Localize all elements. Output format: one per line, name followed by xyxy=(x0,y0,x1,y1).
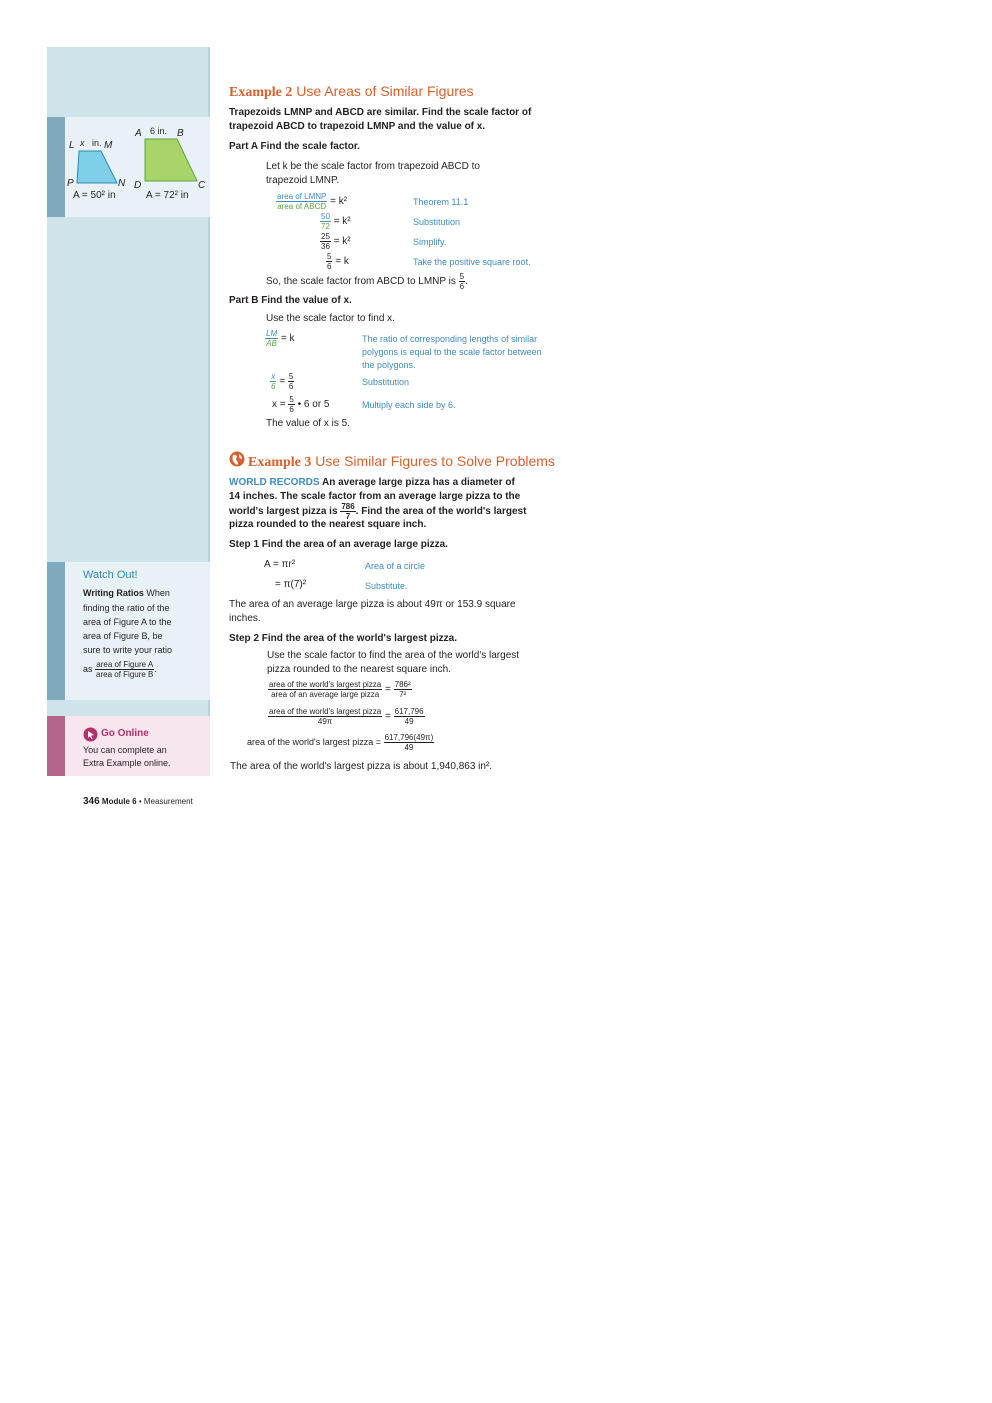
example2-title: Use Areas of Similar Figures xyxy=(292,83,474,99)
step-a1-eq xyxy=(276,192,347,211)
step-a3-frac xyxy=(320,232,331,251)
area-avg-line1: The area of an average large pizza is about 49π or 153.9 square xyxy=(229,599,516,610)
label-in: in. xyxy=(92,138,102,148)
step-b1-note2: polygons is equal to the scale factor between xyxy=(362,347,542,357)
trapezoid-lmnp xyxy=(77,151,117,183)
ratio-eq1-rhs-den: 7² xyxy=(399,690,407,699)
step-b2-rhs-frac xyxy=(288,372,294,391)
go-online-accent xyxy=(47,716,65,776)
scale-factor-conclusion: So, the scale factor from ABCD to LMNP is $\frac{5}{6}$ . xyxy=(266,272,468,291)
figure-box-accent xyxy=(47,117,65,217)
step-b2-note: Substitution xyxy=(362,377,410,387)
use-scale-line1: Use the scale factor to find the area of the world's largest xyxy=(267,650,520,661)
step-b3-note: Multiply each side by 6. xyxy=(362,400,456,410)
ratio-eq1-rhs xyxy=(394,680,412,699)
step-a2-den: 72 xyxy=(321,222,330,231)
step-a3-num: 25 xyxy=(321,232,330,241)
step-a3-den: 36 xyxy=(321,242,330,251)
ratio-eq2-rhs-num: 617,796 xyxy=(394,707,424,716)
step-a3-note: Simplify. xyxy=(413,237,447,247)
footer-sep: • xyxy=(136,797,144,806)
example3-heading xyxy=(248,452,555,472)
step-a4-den: 6 xyxy=(327,262,332,271)
step-b3-den: 6 xyxy=(289,405,294,414)
ratio-eq2-rhs-den: 49 xyxy=(404,717,414,726)
ratio-eq3 xyxy=(247,733,434,752)
watch-out-title: Watch Out! xyxy=(83,569,138,581)
area-avg-line2: inches. xyxy=(229,613,261,624)
label-D: D xyxy=(134,180,142,191)
area-abcd: A = 72² in xyxy=(146,190,189,201)
trapezoid-abcd xyxy=(145,139,197,181)
step2-heading: Step 2 Find the area of the world's largest pizza. xyxy=(229,633,457,644)
step-a2-rhs: = k² xyxy=(333,216,351,228)
part-a-heading: Part A Find the scale factor. xyxy=(229,141,360,152)
so-den: 6 xyxy=(459,282,465,291)
ratio-eq3-num: 617,796(49π) xyxy=(384,733,434,742)
watch-out-line1 xyxy=(83,586,170,600)
use-scale-text: Use the scale factor to find x. xyxy=(266,313,395,324)
page-number: 346 xyxy=(83,796,100,807)
step-b3-lhs: x = xyxy=(272,399,286,411)
scale-den: 7 xyxy=(345,512,351,521)
ratio-eq2-num: area of the world's largest pizza xyxy=(269,707,382,716)
scale-num: 786 xyxy=(341,502,355,511)
use-scale-line2: pizza rounded to the nearest square inch. xyxy=(267,664,452,675)
ratio-eq2-den: 49π xyxy=(317,717,333,726)
step-a4-note: Take the positive square root. xyxy=(413,257,531,267)
so-text: So, the scale factor from ABCD to LMNP is xyxy=(266,276,459,288)
step-a1-rhs: = k² xyxy=(330,196,348,208)
ratio-eq1: $\frac{\text{area of the world's largest pizza}}{\text{area of an average large pizza}}$ = $\frac{\text{786²}}{\text{7²}}$ xyxy=(269,680,411,699)
step1-heading: Step 1 Find the area of an average large pizza. xyxy=(229,539,448,550)
step-a2-note: Substitution xyxy=(413,217,461,227)
watch-out-as: as xyxy=(83,664,93,674)
step-b2-frac xyxy=(270,372,276,391)
eq-substitute-note: Substitute. xyxy=(365,581,408,591)
watch-out-period: . xyxy=(154,664,157,674)
step-a4-eq xyxy=(326,252,349,271)
label-N: N xyxy=(118,178,126,189)
step-b2-rhs-num: 5 xyxy=(288,372,294,381)
step-b2-num: x xyxy=(271,372,276,381)
watch-out-line5: sure to write your ratio xyxy=(83,645,173,655)
step-a3-eq xyxy=(320,232,351,251)
label-A: A xyxy=(135,128,142,139)
eq-area-circle: A = πr² xyxy=(264,559,296,570)
label-P: P xyxy=(67,178,74,189)
go-online-title[interactable]: Go Online xyxy=(101,728,149,739)
step-a4-frac xyxy=(326,252,332,271)
example3-p1: An average large pizza has a diameter of xyxy=(319,477,515,488)
example2-heading xyxy=(229,82,474,102)
world-records-tag: WORLD RECORDS xyxy=(229,477,320,488)
globe-icon xyxy=(229,451,245,467)
step-b1-note3: the polygons. xyxy=(362,360,416,370)
final-answer: The area of the world's largest pizza is about 1,940,863 in². xyxy=(230,761,493,772)
fraction-numerator: area of Figure A xyxy=(96,660,154,670)
step-b3-frac xyxy=(288,395,294,414)
go-online-line1: You can complete an xyxy=(83,745,167,755)
example3-line2: 14 inches. The scale factor from an average large pizza to the xyxy=(229,491,521,502)
ratio-eq3-lhs: area of the world's largest pizza = xyxy=(247,736,382,747)
example3-line1 xyxy=(229,476,515,490)
example3-p3b: . Find the area of the world's largest xyxy=(355,506,527,518)
example3-p3a: world's largest pizza is xyxy=(229,506,341,518)
ratio-eq2-lhs xyxy=(268,707,382,726)
ratio-eq1-den: area of an average large pizza xyxy=(271,690,380,699)
step-b1-den: AB xyxy=(266,339,277,348)
watch-out-accent xyxy=(47,562,65,700)
step-b3-rhs: • 6 or 5 xyxy=(297,399,330,411)
label-M: M xyxy=(104,140,113,151)
label-x: x xyxy=(80,138,85,148)
watch-out-line2: finding the ratio of the xyxy=(83,603,170,613)
step-b2-den: 6 xyxy=(271,382,276,391)
example2-prompt-line2: trapezoid ABCD to trapezoid LMNP and the value of x. xyxy=(229,121,486,132)
so-frac xyxy=(459,272,465,291)
watch-out-text1: When xyxy=(143,588,170,598)
step-b1-num: LM xyxy=(266,329,278,338)
let-k-line2: trapezoid LMNP. xyxy=(266,175,340,186)
fraction-denominator: area of Figure B xyxy=(96,670,154,680)
step-b3-num: 5 xyxy=(289,395,294,404)
label-L: L xyxy=(69,140,75,151)
example2-label: Example 2 xyxy=(229,85,293,100)
example3-label: Example 3 xyxy=(248,455,312,470)
watch-out-line3: area of Figure A to the xyxy=(83,617,172,627)
step-a2-eq xyxy=(320,212,351,231)
step-a4-num: 5 xyxy=(327,252,332,261)
ratio-eq1-rhs-num: 786² xyxy=(394,680,411,689)
area-lmnp: A = 50² in xyxy=(73,190,116,201)
cursor-click-icon xyxy=(83,727,98,742)
step-b3-eq xyxy=(272,395,330,414)
step-b1-note1: The ratio of corresponding lengths of similar xyxy=(362,334,538,344)
step-b1-rhs: = k xyxy=(280,333,295,345)
step-a2-num: 50 xyxy=(321,212,330,221)
ratio-eq1-lhs xyxy=(268,680,382,699)
part-b-heading: Part B Find the value of x. xyxy=(229,295,352,306)
example3-title: Use Similar Figures to Solve Problems xyxy=(311,453,555,469)
step-a2-frac xyxy=(320,212,331,231)
label-C: C xyxy=(198,180,206,191)
let-k-line1: Let k be the scale factor from trapezoid ABCD to xyxy=(266,161,480,172)
watch-out-line4: area of Figure B, be xyxy=(83,631,163,641)
step-b1-frac xyxy=(265,329,278,348)
watch-out-fraction xyxy=(95,660,154,679)
footer-section: Measurement xyxy=(143,797,193,806)
watch-out-bold: Writing Ratios xyxy=(83,588,144,598)
ratio-eq3-den: 49 xyxy=(404,743,414,752)
step-a1-frac xyxy=(276,192,327,211)
go-online-line2: Extra Example online. xyxy=(83,758,171,768)
ratio-eq2-rhs xyxy=(394,707,425,726)
label-6in: 6 in. xyxy=(150,126,168,136)
ratio-eq1-num: area of the world's largest pizza xyxy=(269,680,382,689)
watch-out-line6 xyxy=(83,658,157,680)
eq-substitute: = π(7)² xyxy=(275,579,307,590)
so-num: 5 xyxy=(459,272,465,281)
ratio-eq2: $\frac{\text{area of the world's largest pizza}}{49\pi}$ = $\frac{617,796}{49}$ xyxy=(269,707,424,726)
step-a1-num: area of LMNP xyxy=(277,192,327,201)
example2-prompt-line1: Trapezoids LMNP and ABCD are similar. Find the scale factor of xyxy=(229,107,532,118)
footer-module: Module 6 xyxy=(101,797,137,806)
ratio-eq3-frac xyxy=(384,733,435,752)
example3-line4: pizza rounded to the nearest square inch. xyxy=(229,519,427,530)
page-footer xyxy=(83,795,193,809)
step-a4-rhs: = k xyxy=(335,256,349,268)
step-b2-eq: $\frac{x}{6}$ = $\frac{5}{6}$ xyxy=(271,372,294,391)
step-a1-note: Theorem 11.1 xyxy=(413,197,469,207)
step-b1-eq xyxy=(265,329,295,348)
step-b2-rhs-den: 6 xyxy=(288,382,294,391)
value-of-x: The value of x is 5. xyxy=(266,418,350,429)
step-a3-rhs: = k² xyxy=(333,236,351,248)
label-B: B xyxy=(177,128,184,139)
step-a1-den: area of ABCD xyxy=(277,202,327,211)
eq-area-circle-note: Area of a circle xyxy=(365,561,426,571)
